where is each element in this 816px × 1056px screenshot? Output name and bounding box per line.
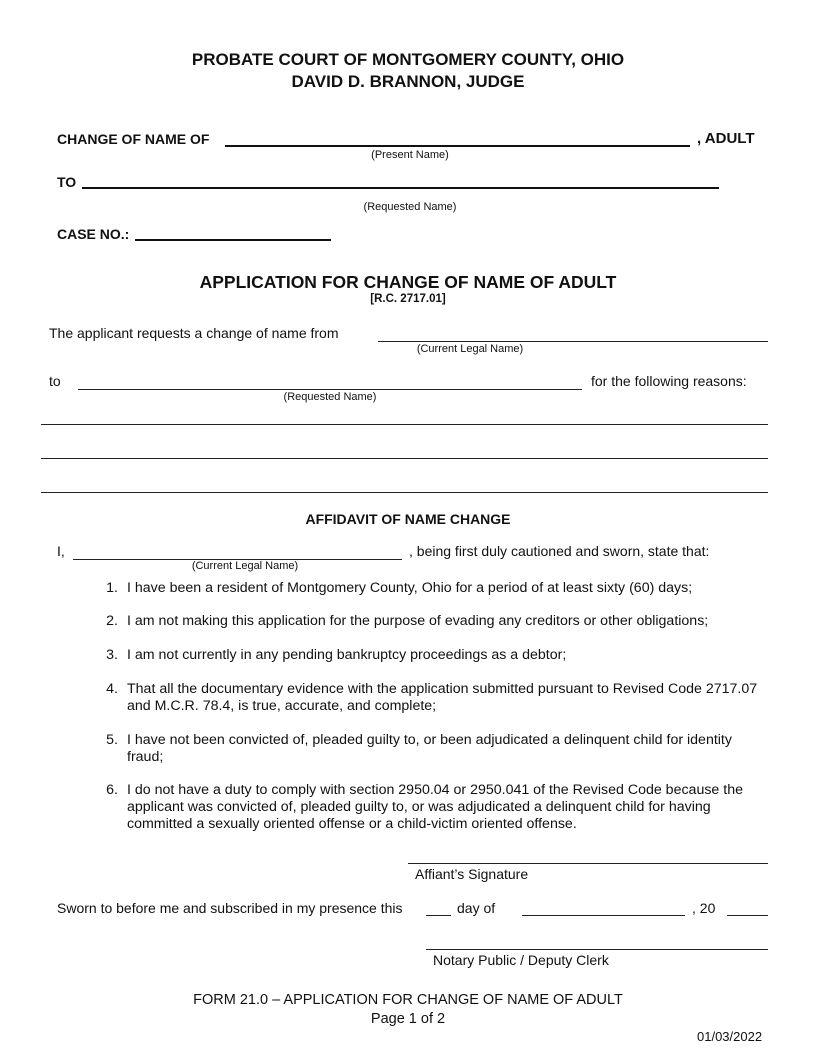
item-text: I have not been convicted of, pleaded guilty to, or been adjudicated a delinquent child for identity fraud; [127, 732, 732, 765]
item-text: I am not currently in any pending bankruptcy proceedings as a debtor; [127, 647, 567, 663]
adult-label: , ADULT [697, 130, 755, 147]
judge-name: DAVID D. BRANNON, JUDGE [291, 72, 525, 91]
year-prefix: , 20 [692, 900, 716, 916]
request-text: The applicant requests a change of name from [49, 325, 339, 341]
to-label: TO [57, 174, 77, 190]
reason-line-3[interactable] [41, 492, 768, 493]
reason-line-2[interactable] [41, 458, 768, 459]
affidavit-heading: AFFIDAVIT OF NAME CHANGE [305, 511, 511, 527]
form-title: APPLICATION FOR CHANGE OF NAME OF ADULT [199, 272, 617, 292]
month-field[interactable] [522, 915, 685, 916]
requested-name-field[interactable] [82, 187, 719, 189]
reasons-text: for the following reasons: [591, 373, 747, 389]
change-of-name-label: CHANGE OF NAME OF [57, 131, 210, 147]
item-number: 1. [106, 580, 118, 596]
to-text: to [49, 373, 61, 389]
sworn-before-text: Sworn to before me and subscribed in my presence this [57, 900, 403, 916]
item-text: That all the documentary evidence with the application submitted pursuant to Revised Code 2717.07 and M.C.R. 78.4, is true, accurate, and complete; [127, 681, 758, 714]
notary-signature-line[interactable] [426, 949, 768, 950]
item-number: 5. [106, 732, 118, 748]
case-no-field[interactable] [135, 239, 331, 241]
present-name-caption: (Present Name) [371, 149, 449, 161]
day-of-text: day of [457, 900, 496, 916]
footer-date: 01/03/2022 [697, 1029, 763, 1044]
affiant-name-caption: (Current Legal Name) [191, 560, 299, 572]
requested-name-caption-2: (Requested Name) [283, 391, 377, 403]
item-text: I do not have a duty to comply with section 2950.04 or 2950.041 of the Revised Code because the applicant was convicted of, pleaded guilty to, or was adjudicated a delinquent child for having committed a sexually oriented offense or a child-victim oriented offense. [127, 782, 743, 832]
item-text: I am not making this application for the purpose of evading any creditors or other obligations; [127, 613, 709, 629]
reason-line-1[interactable] [41, 424, 768, 425]
year-field[interactable] [727, 915, 768, 916]
current-legal-name-caption: (Current Legal Name) [416, 343, 524, 355]
day-field[interactable] [426, 915, 451, 916]
footer-page-number: Page 1 of 2 [370, 1011, 446, 1027]
current-legal-name-field[interactable] [378, 341, 768, 342]
sworn-text: , being first duly cautioned and sworn, state that: [409, 543, 710, 559]
item-text: I have been a resident of Montgomery County, Ohio for a period of at least sixty (60) days; [127, 580, 693, 596]
affiant-signature-line[interactable] [408, 863, 768, 864]
affiant-signature-label: Affiant’s Signature [415, 866, 529, 882]
item-number: 2. [106, 613, 118, 629]
item-number: 3. [106, 647, 118, 663]
court-name: PROBATE COURT OF MONTGOMERY COUNTY, OHIO [191, 50, 625, 69]
requested-name-caption: (Requested Name) [363, 201, 457, 213]
present-name-field[interactable] [225, 145, 690, 147]
item-number: 4. [106, 681, 118, 697]
statute-reference: [R.C. 2717.01] [370, 293, 446, 305]
requested-name-input-line[interactable] [78, 389, 582, 390]
i-label: I, [57, 543, 65, 559]
item-number: 6. [106, 782, 118, 798]
notary-label: Notary Public / Deputy Clerk [433, 952, 609, 968]
footer-form-title: FORM 21.0 – APPLICATION FOR CHANGE OF NAME OF ADULT [193, 992, 623, 1008]
case-no-label: CASE NO.: [57, 226, 130, 242]
